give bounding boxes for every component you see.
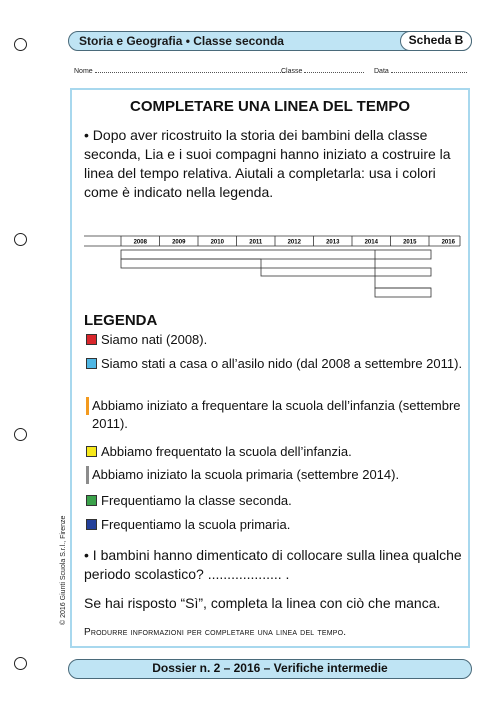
timeline-year-label: 2008 (133, 239, 147, 246)
legend-color-square (86, 495, 97, 506)
legend-color-square (86, 358, 97, 369)
legend-item-text: Siamo stati a casa o all’asilo nido (dal 2008 a settembre 2011). (101, 356, 463, 371)
legend-item-text: Abbiamo frequentato la scuola dell’infanzia. (101, 444, 352, 459)
question-paragraph: • I bambini hanno dimenticato di collocare sulla linea qualche periodo scolastico? ................... . (84, 547, 462, 582)
timeline-year-label: 2009 (172, 239, 186, 246)
legend-item-text: Abbiamo iniziato a frequentare la scuola dell’infanzia (settembre 2011). (92, 398, 461, 431)
legend-title: LEGENDA (84, 312, 158, 329)
page-footer: Dossier n. 2 – 2016 – Verifiche intermedie (68, 659, 472, 679)
timeline-arrow-line (375, 250, 431, 288)
legend-bar-marker (86, 397, 89, 415)
legend-item-text: Abbiamo iniziato la scuola primaria (settembre 2014). (92, 467, 400, 482)
timeline-year-label: 2014 (364, 239, 378, 246)
page-title: COMPLETARE UNA LINEA DEL TEMPO (129, 98, 410, 115)
timeline-year-label: 2011 (249, 239, 263, 246)
legend-color-square (86, 519, 97, 530)
class-label: Classe (281, 68, 303, 75)
legend-item (86, 443, 466, 461)
legend-item (86, 516, 466, 534)
legend-item-text: Frequentiamo la scuola primaria. (101, 517, 291, 532)
intro-paragraph: • Dopo aver ricostruito la storia dei bambini della classe seconda, Lia e i suoi compagni hanno iniziato a costruire la linea del tempo relativa. Aiutali a completarla: usa i colori come è indicato nella legenda. (84, 127, 451, 200)
timeline-year-label: 2010 (210, 239, 224, 246)
legend-item (86, 331, 466, 349)
legend-item (92, 466, 472, 484)
legend-item (86, 492, 466, 510)
timeline-period-4 (375, 288, 431, 297)
timeline-year-label: 2013 (326, 239, 340, 246)
subject-label: Storia e Geografia • Classe seconda (79, 34, 284, 48)
name-label: Nome (74, 68, 93, 75)
timeline-year-label: 2012 (287, 239, 301, 246)
legend-color-square (86, 334, 97, 345)
legend-item-text: Frequentiamo la classe seconda. (101, 493, 292, 508)
scheda-label: Scheda B (400, 31, 472, 51)
timeline-period-1 (121, 250, 431, 259)
date-label: Data (374, 68, 389, 75)
legend-color-square (86, 446, 97, 457)
legend-item-text: Siamo nati (2008). (101, 332, 208, 347)
followup-paragraph: Se hai risposto “Sì”, completa la linea con ciò che manca. (84, 595, 441, 611)
timeline-year-label: 2015 (403, 239, 417, 246)
legend-item (92, 397, 472, 433)
timeline-period-2 (121, 259, 261, 268)
timeline-period-3 (261, 268, 431, 276)
timeline-year-label: 2016 (441, 239, 455, 246)
objective-label: Produrre informazioni per completare una linea del tempo. (84, 627, 347, 638)
copyright-notice: © 2016 Giunti Scuola S.r.l., Firenze (60, 515, 67, 625)
legend-item (86, 355, 466, 373)
legend-bar-marker (86, 466, 89, 484)
